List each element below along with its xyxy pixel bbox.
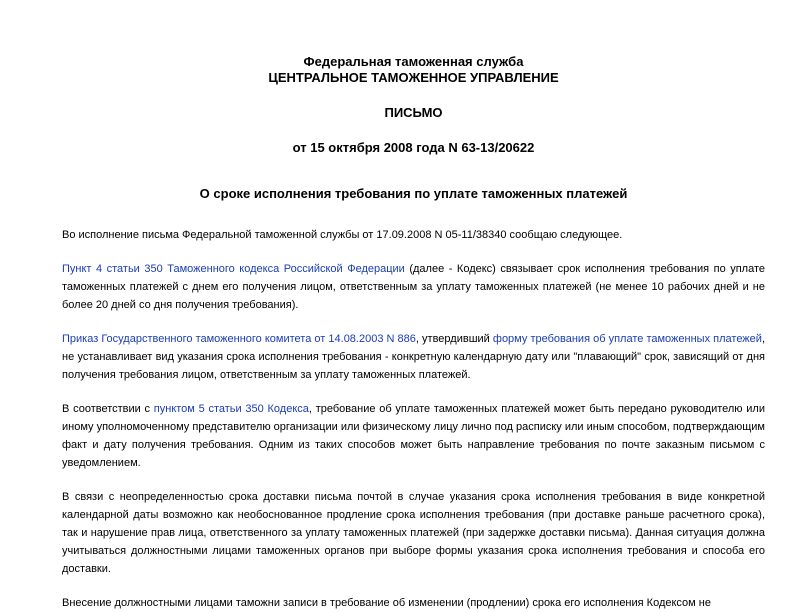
header-date-number: от 15 октября 2008 года N 63-13/20622 (292, 140, 535, 155)
paragraph-3-text-1: , утвердивший (415, 333, 493, 345)
paragraph-3 (62, 330, 765, 384)
paragraph-5 (62, 488, 765, 578)
header-dept: ЦЕНТРАЛЬНОЕ ТАМОЖЕННОЕ УПРАВЛЕНИЕ (268, 70, 559, 85)
link-gtk-order-886[interactable]: Приказ Государственного таможенного комитета от 14.08.2003 N 886 (62, 333, 416, 345)
paragraph-6-text: Внесение должностными лицами таможни записи в требование об изменении (продлении) срока его исполнения Кодексом не (62, 597, 711, 609)
document-title: О сроке исполнения требования по уплате таможенных платежей (199, 186, 628, 201)
paragraph-4 (62, 400, 765, 472)
document-body (62, 226, 765, 612)
link-code-art350-p5[interactable]: пунктом 5 статьи 350 Кодекса (153, 403, 309, 415)
paragraph-3-text-2: , не устанавливает вид указания срока исполнения требования - конкретную календарную дату или "плавающий" срок, зависящий от дня получения требования лицом, ответственным за уплату таможенных платежей. (62, 333, 765, 381)
paragraph-1-text: Во исполнение письма Федеральной таможенной службы от 17.09.2008 N 05-11/38340 сообщаю следующее. (62, 229, 623, 241)
header-org: Федеральная таможенная служба (303, 54, 524, 69)
paragraph-6 (62, 594, 765, 612)
paragraph-4-text-2: , требование об уплате таможенных платежей может быть передано руководителю или иному уполномоченному представителю организации или физическому лицу лично под расписку или иным способом, подтверждающим факт и дату получения требования. Одним из таких способов может быть направление требования по почте заказным письмом с уведомлением. (62, 403, 765, 469)
paragraph-1 (62, 226, 765, 244)
paragraph-5-text: В связи с неопределенностью срока доставки письма почтой в случае указания срока исполнения требования в виде конкретной календарной даты возможно как необоснованное продление срока исполнения требования (при доставке раньше расчетного срока), так и нарушение прав лица, ответственного за уплату таможенных платежей (при задержке доставки письма). Данная ситуация должна учитываться должностными лицами таможенных органов при выборе формы указания срока исполнения требования и способа его доставки. (62, 491, 765, 575)
paragraph-4-text-1: В соответствии с (62, 403, 154, 415)
link-requirement-form[interactable]: форму требования об уплате таможенных платежей (492, 333, 762, 345)
paragraph-2 (62, 260, 765, 314)
header-doc-type: ПИСЬМО (384, 105, 443, 120)
link-customs-code-art350-p4[interactable]: Пункт 4 статьи 350 Таможенного кодекса Российской Федерации (62, 263, 405, 275)
paragraph-2-text: (далее - Кодекс) связывает срок исполнения требования по уплате таможенных платежей с днем его получения лицом, ответственным за уплату таможенных платежей (не менее 10 рабочих дней и не более 20 дней со дня получения требования). (62, 263, 765, 311)
